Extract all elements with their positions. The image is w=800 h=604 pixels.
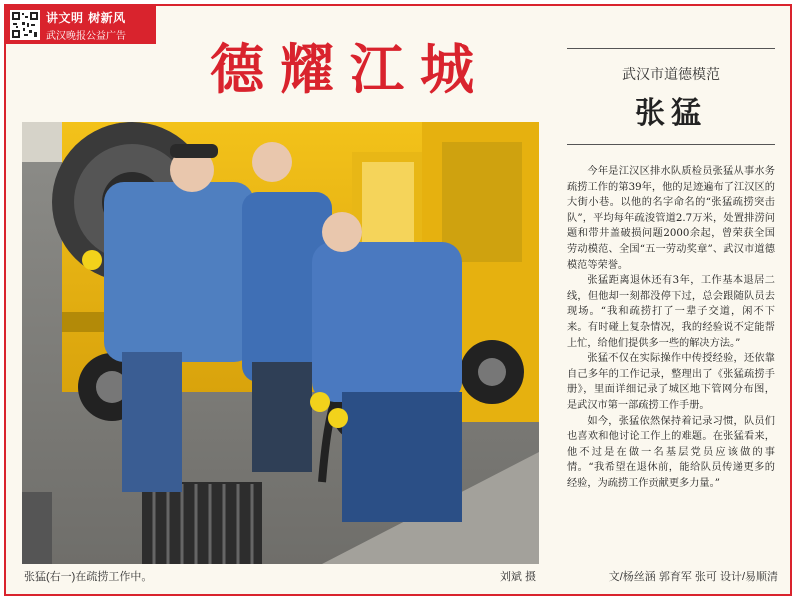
divider-bottom — [567, 144, 775, 145]
page-headline: 德耀江城 — [210, 37, 490, 101]
article-paragraph: 张猛不仅在实际操作中传授经验，还依靠自己多年的工作记录，整理出了《张猛疏捞手册》，里面详细记录了城区地下管网分布图，是武汉市第一部疏捞工作手册。 — [567, 353, 775, 411]
article-body — [567, 164, 775, 491]
article-paragraph: 张猛距离退休还有3年，工作基本退居二线，但他却一刻都没停下过，总会跟随队员去现场。“我和疏捞打了一辈子交道，闲不下来。有时碰上复杂情况，我的经验说不定能帮上忙，给他们提供多一些的解决方法。” — [567, 275, 775, 349]
qr-code-icon[interactable] — [10, 10, 40, 40]
public-service-banner — [6, 6, 156, 44]
article-paragraph: 今年是江汉区排水队质检员张猛从事水务疏捞工作的第39年，他的足迹遍布了江汉区的大街小巷。以他的名字命名的“张猛疏捞突击队”，平均每年疏浚管道2.7万米，处置排涝问题和带井盖破损问题2000余起，曾荣获全国劳动模范、全国“五一劳动奖章”、武汉市道德模范等荣誉。 — [567, 166, 775, 271]
banner-title: 讲文明 树新风 — [46, 11, 126, 25]
profile-name: 张猛 — [635, 96, 707, 131]
profile-subtitle: 武汉市道德模范 — [622, 66, 720, 82]
banner-subtitle: 武汉晚报公益广告 — [46, 31, 126, 42]
article-byline: 文/杨丝涵 郭育军 张可 设计/易顺清 — [608, 571, 778, 583]
photo-credit: 刘斌 摄 — [499, 571, 536, 583]
feature-photo — [22, 122, 539, 564]
article-paragraph: 如今，张猛依然保持着记录习惯，队员们也喜欢和他讨论工作上的难题。在张猛看来，他不过是在做一名基层党员应该做的事情。“我希望在退休前，能给队员传递更多的经验，为疏捞工作贡献更多力量。” — [567, 415, 775, 489]
divider-top — [567, 48, 775, 49]
photo-caption: 张猛(右一)在疏捞工作中。 — [24, 571, 153, 583]
